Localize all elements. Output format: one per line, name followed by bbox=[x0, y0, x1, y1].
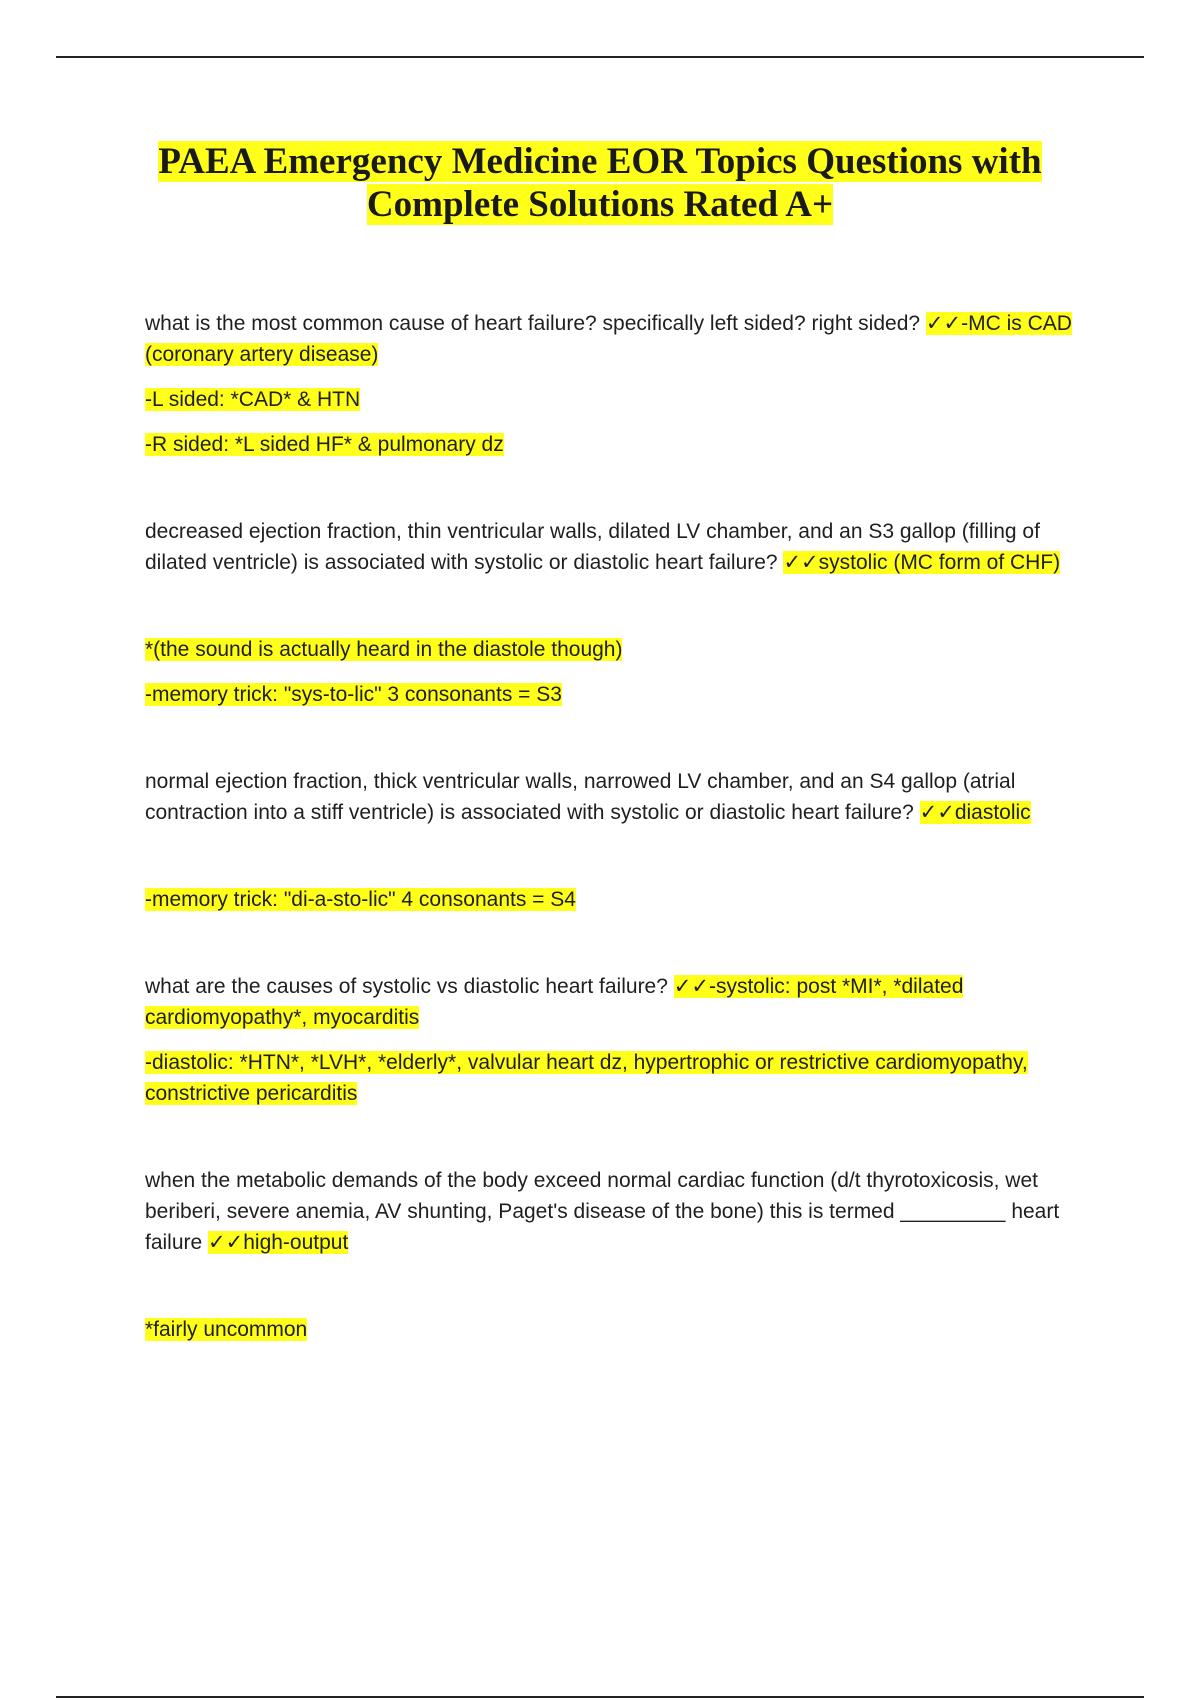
qa-item bbox=[145, 1165, 1085, 1258]
answer-note bbox=[145, 884, 1085, 915]
answer-note bbox=[145, 679, 1085, 710]
question-text: when the metabolic demands of the body exceed normal cardiac function (d/t thyrotoxicosis, wet beriberi, severe anemia, AV shunting, Paget's disease of the bone) this is termed _________ heart failure bbox=[145, 1169, 1060, 1254]
note-text: -diastolic: *HTN*, *LVH*, *elderly*, valvular heart dz, hypertrophic or restrictive cardiomyopathy, constrictive pericarditis bbox=[145, 1051, 1028, 1105]
answer-text: ✓✓-MC is CAD (coronary artery disease) bbox=[145, 312, 1072, 366]
answer-text: ✓✓systolic (MC form of CHF) bbox=[783, 551, 1061, 574]
bottom-rule bbox=[56, 1696, 1144, 1698]
qa-item bbox=[145, 766, 1085, 828]
answer-note bbox=[145, 1047, 1085, 1109]
note-text: *(the sound is actually heard in the diastole though) bbox=[145, 638, 623, 661]
answer-note bbox=[145, 1314, 1085, 1345]
answer-note bbox=[145, 384, 1085, 415]
top-rule bbox=[56, 56, 1144, 58]
answer-note bbox=[145, 429, 1085, 460]
answer-text: ✓✓high-output bbox=[208, 1231, 349, 1254]
question-text: what is the most common cause of heart failure? specifically left sided? right sided? bbox=[145, 312, 926, 335]
question-text: normal ejection fraction, thick ventricular walls, narrowed LV chamber, and an S4 gallop (atrial contraction into a stiff ventricle) is associated with systolic or diastolic heart failure? bbox=[145, 770, 1016, 824]
document-title bbox=[0, 140, 1200, 226]
answer-text: ✓✓diastolic bbox=[919, 801, 1031, 824]
qa-item bbox=[145, 971, 1085, 1033]
question-text: decreased ejection fraction, thin ventricular walls, dilated LV chamber, and an S3 gallop (filling of dilated ventricle) is associated with systolic or diastolic heart failure? bbox=[145, 520, 1040, 574]
note-text: -L sided: *CAD* & HTN bbox=[145, 388, 361, 411]
qa-item bbox=[145, 516, 1085, 578]
title-line-1: PAEA Emergency Medicine EOR Topics Questions with bbox=[158, 141, 1042, 182]
note-text: *fairly uncommon bbox=[145, 1318, 308, 1341]
question-text: what are the causes of systolic vs diastolic heart failure? bbox=[145, 975, 674, 998]
title-line-2: Complete Solutions Rated A+ bbox=[366, 184, 834, 225]
note-text: -memory trick: "di-a-sto-lic" 4 consonants = S4 bbox=[145, 888, 576, 911]
answer-note bbox=[145, 634, 1085, 665]
note-text: -R sided: *L sided HF* & pulmonary dz bbox=[145, 433, 504, 456]
document-body bbox=[145, 308, 1085, 1359]
note-text: -memory trick: "sys-to-lic" 3 consonants = S3 bbox=[145, 683, 562, 706]
answer-text: ✓✓-systolic: post *MI*, *dilated cardiomyopathy*, myocarditis bbox=[145, 975, 964, 1029]
qa-item bbox=[145, 308, 1085, 370]
